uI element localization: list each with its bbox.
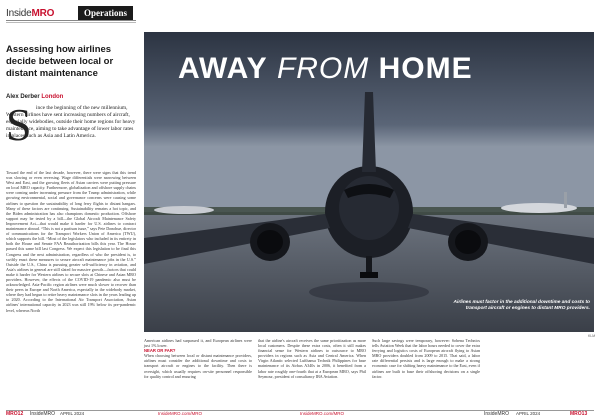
footer-brand-left: InsideMRO [30,411,56,417]
photo-credit: KLM [588,334,596,338]
body-column-1-text: American airlines had surpassed it, and European airlines were just 1% lower. [144,338,252,349]
header-rule [6,20,136,21]
hero-title [178,52,473,86]
footer-date-left: APRIL 2024 [60,411,85,416]
footer-date-right: APRIL 2024 [516,411,541,416]
footer-url-left[interactable]: InsideMRO.com/MRO [158,411,203,416]
hero-title-from: FROM [276,52,370,85]
header-rule-secondary [6,22,136,23]
page-number-right: MRO13 [570,411,588,417]
hero-title-home: HOME [378,52,473,85]
article-headline: Assessing how airlines decide between local or distant maintenance [6,44,114,79]
body-text-left: Toward the end of the last decade, however, there were signs that this trend was slowing or even reversing. Wage differentials were narrowing between West and East, and the growing fleets of Asian carriers were putting pressure on local MRO capacity. Furthermore, globalization and offshore supply chains were coming under increasing pressure from the Trump administration, while growing environmental, social and governance concerns were causing some airlines to question the sustainability of long ferry flights to distant hangars. Many of these factors are continuing. Sustainability remains a hot topic, and the Biden administration has also champions domestic production. Offshore support may be tested by a bill—the Global Aircraft Maintenance Safety Improvement Act—that would make it harder for U.S. airlines to contract maintenance abroad. “This is not a partisan issue,” says Pete Donohue, director of communications for the Transport Workers Union of America (TWU), which supports the bill. “Most of the legislators who included in its entirety in both the House and Senate FAA Reauthorization bills this year. The House passed this same bill last Congress. We expect this legislation to be final this Congress and the next administration, regardless of who the president is, to swiftly enact these measures to secure aircraft maintenance jobs in the U.S.” Outside the U.S., China is pursuing greater self-sufficiency in aviation, and Asia's airlines in general are still slated for massive growth—factors that could make it harder for Western airlines to secure slots at Chinese and Asian MRO providers. However, the effects of the COVID-19 pandemic also must be acknowledged. Asia-Pacific region airlines were much slower to recover than their peers in Europe and North America, especially in the widebody market, where they had begun to retire heavy maintenance slots in the years leading up to 2020. According to the International Air Transport Association, Asian airlines' international capacity in 2023 was still 19% below its pre-pandemic level, whereas North [6,170,136,313]
page-number-left: MRO12 [6,411,24,417]
body-column-2: that the airline's aircraft receives the same prioritization as more local customers. Despite these extra costs, often it still makes financial sense for Western airlines to outsource to MRO providers in regions such as Asia and Central America. When Virgin Atlantic selected Lufthansa Technik Philippines for base maintenance of its Airbus A340s in 2006, it benefited from a labor rate roughly one-fourth that at a European MRO, says Phil Seymour, president of consultancy IBA Aviation. [258,338,366,379]
subhead-near-or-far: NEAR OR FAR? [144,348,176,354]
dateline-location: London [41,94,64,100]
hero-title-away: AWAY [178,52,268,85]
footer-url-right[interactable]: InsideMRO.com/MRO [300,411,345,416]
section-badge: Operations [78,6,133,20]
hero-caption: Airlines must factor in the additional downtime and costs to transport aircraft or engines to distant MRO providers. [453,300,590,311]
author-name: Alex Derber [6,94,40,100]
drop-cap: S [6,99,32,150]
brand-mro: MRO [31,8,55,19]
footer-brand-right: InsideMRO [484,411,510,417]
body-column-3: Such large savings were temporary, however: Sobena Technics tells Aviation Week that the labor hours needed to cover the extra ferrying and logistics costs of European aircraft flying to Asian MRO providers doubled from 2009 to 2015. That said, a labor rate differential persists and is large enough to make a strong economic case for shifting heavy maintenance to the East, even if airlines are built to base their offshoring decisions on a single factor. [372,338,480,379]
brand-logo [6,8,54,19]
intro-paragraph: ince the beginning of the new millennium, Western airlines have sent increasing numbers of aircraft, especially widebodies, outside their home regions for heavy maintenance, aiming to take advantage of lower labor rates in places such as Asia and Latin America. [6,105,136,139]
brand-inside: Inside [6,8,32,19]
body-column-1 [144,338,252,379]
body-column-1-continued: When choosing between local or distant maintenance providers, airlines must consider the additional downtime and costs to transport aircraft or engines to the facility. Then there is oversight, which usually requires on-site personnel responsible for quality control and ensuring [144,353,252,379]
